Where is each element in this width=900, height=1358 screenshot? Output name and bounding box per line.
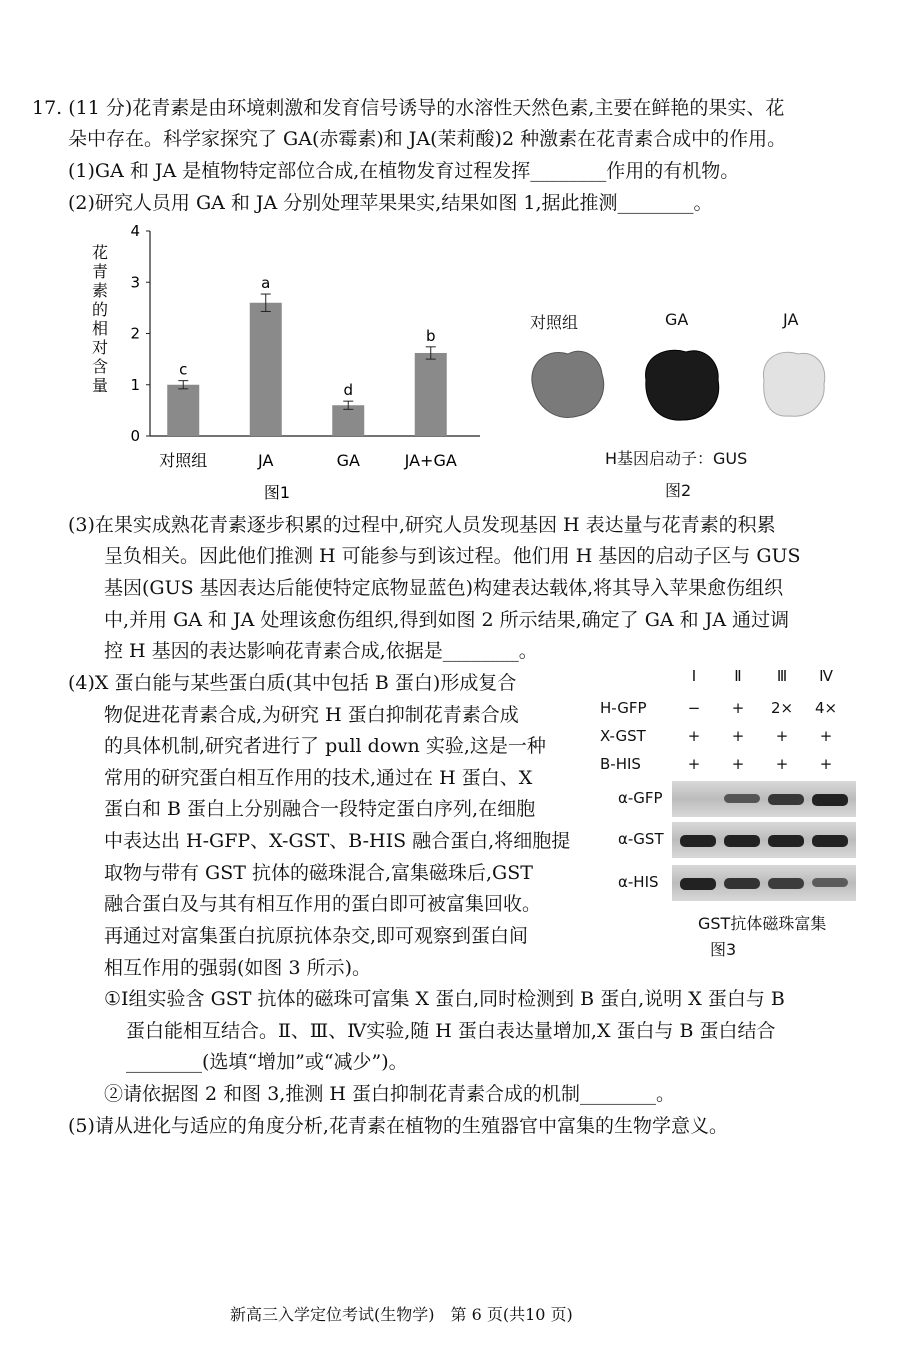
- y-tick-label: 4: [130, 222, 140, 240]
- x-tick-labels: [159, 451, 457, 470]
- y-label-char: 青: [91, 262, 109, 281]
- sub-question-4-line5: 蛋白和 B 蛋白上分别融合一段特定蛋白序列,在细胞: [104, 798, 536, 820]
- sign-x-gst-1: +: [687, 727, 701, 745]
- sub-question-4-line7: 取物与带有 GST 抗体的磁珠混合,富集磁珠后,GST: [104, 862, 533, 884]
- y-label-char: 素: [91, 281, 109, 300]
- significance-letter: d: [343, 381, 354, 400]
- row-label-h-gfp: H-GFP: [600, 699, 647, 717]
- blot-band: [724, 794, 760, 803]
- sign-h-gfp-3: 2×: [770, 699, 794, 717]
- item-1-line1: ①Ⅰ组实验含 GST 抗体的磁珠可富集 X 蛋白,同时检测到 B 蛋白,说明 X 蛋白与 B: [104, 988, 785, 1010]
- y-label-char: 相: [91, 319, 109, 338]
- figure-1-bar-chart: [80, 220, 500, 510]
- sub-question-4-line4: 常用的研究蛋白相互作用的技术,通过在 H 蛋白、X: [104, 767, 533, 789]
- y-label-char: 量: [91, 376, 109, 395]
- y-axis-label: [92, 243, 108, 395]
- bar: [167, 385, 199, 436]
- y-label-char: 花: [91, 243, 109, 262]
- bar: [415, 353, 447, 436]
- sub-question-3-line5: 控 H 基因的表达影响花青素合成,依据是________。: [104, 640, 538, 662]
- blot-band: [768, 794, 804, 805]
- bar: [332, 405, 364, 436]
- sub-question-2: (2)研究人员用 GA 和 JA 分别处理苹果果实,结果如图 1,据此推测________。: [68, 192, 713, 214]
- blot-band: [768, 878, 804, 889]
- blot-band: [812, 794, 848, 806]
- significance-letter: b: [425, 326, 436, 345]
- y-label-char: 对: [91, 338, 109, 357]
- y-tick-label: 1: [130, 375, 140, 394]
- question-intro-line1: 17. (11 分)花青素是由环境刺激和发育信号诱导的水溶性天然色素,主要在鲜艳的果实、花: [32, 97, 785, 119]
- y-tick-label: 0: [130, 427, 140, 445]
- figure-2-caption: 图2: [665, 481, 692, 500]
- blot-band: [812, 878, 848, 887]
- lane-header-1: Ⅰ: [691, 667, 697, 685]
- y-label-char: 含: [91, 357, 109, 376]
- figure-3-western-blot: [598, 665, 868, 965]
- lane-header-2: Ⅱ: [734, 667, 742, 685]
- significance-letter: a: [261, 274, 271, 293]
- blot-label-gfp: α-GFP: [618, 789, 663, 807]
- question-intro-line2: 朵中存在。科学家探究了 GA(赤霉素)和 JA(茉莉酸)2 种激素在花青素合成中的作用。: [68, 128, 787, 150]
- page-footer: 新高三入学定位考试(生物学) 第 6 页(共10 页): [230, 1305, 573, 1324]
- y-tick-label: 3: [130, 273, 140, 292]
- sub-question-4-line6: 中表达出 H-GFP、X-GST、B-HIS 融合蛋白,将细胞提: [104, 830, 571, 852]
- sub-question-5: (5)请从进化与适应的角度分析,花青素在植物的生殖器官中富集的生物学意义。: [68, 1115, 728, 1137]
- sub-question-4-line1: (4)X 蛋白能与某些蛋白质(其中包括 B 蛋白)形成复合: [68, 672, 517, 694]
- lane-header-3: Ⅲ: [776, 667, 788, 685]
- fig2-label-ga: GA: [665, 310, 689, 329]
- sign-x-gst-3: +: [775, 727, 789, 745]
- blot-strip-his: [672, 865, 856, 901]
- blot-band: [680, 878, 716, 890]
- callus-ga-image: [646, 350, 719, 420]
- sign-b-his-2: +: [731, 755, 745, 773]
- sign-x-gst-2: +: [731, 727, 745, 745]
- row-label-b-his: B-HIS: [600, 755, 641, 773]
- lane-header-4: Ⅳ: [819, 667, 833, 685]
- x-tick-label: GA: [336, 451, 360, 470]
- x-tick-label: JA: [258, 451, 274, 470]
- figure-1-caption: 图1: [263, 483, 291, 502]
- y-label-char: 的: [91, 300, 109, 319]
- bar: [250, 303, 282, 436]
- fig2-subtitle: H基因启动子：GUS: [605, 449, 748, 468]
- blot-band: [768, 835, 804, 847]
- blot-strip-gfp: [672, 781, 856, 817]
- blot-band: [724, 835, 760, 847]
- sub-question-3-line2: 呈负相关。因此他们推测 H 可能参与到该过程。他们用 H 基因的启动子区与 GUS: [104, 545, 801, 567]
- item-1-line3: ________(选填“增加”或“减少”)。: [126, 1051, 408, 1073]
- sign-x-gst-4: +: [819, 727, 833, 745]
- blot-band: [724, 878, 760, 889]
- figure-3-caption: 图3: [710, 940, 737, 959]
- sign-h-gfp-1: −: [687, 699, 701, 717]
- item-2: ②请依据图 2 和图 3,推测 H 蛋白抑制花青素合成的机制________。: [104, 1083, 675, 1105]
- chart-bars: [167, 274, 447, 436]
- sub-question-4-line2: 物促进花青素合成,为研究 H 蛋白抑制花青素合成: [104, 704, 519, 726]
- blot-label-his: α-HIS: [618, 873, 659, 891]
- fig2-label-ja: JA: [783, 310, 799, 329]
- blot-label-gst: α-GST: [618, 830, 664, 848]
- significance-letter: c: [179, 360, 188, 379]
- blot-band: [680, 835, 716, 847]
- blot-band: [812, 835, 848, 847]
- figure-2: [520, 310, 840, 500]
- sub-question-3-line4: 中,并用 GA 和 JA 处理该愈伤组织,得到如图 2 所示结果,确定了 GA 和 JA 通过调: [104, 609, 790, 631]
- sub-question-4-line9: 再通过对富集蛋白抗原抗体杂交,即可观察到蛋白间: [104, 925, 529, 947]
- row-label-x-gst: X-GST: [600, 727, 646, 745]
- blot-strip-gst: [672, 822, 856, 858]
- sign-h-gfp-4: 4×: [814, 699, 838, 717]
- sign-b-his-3: +: [775, 755, 789, 773]
- sign-h-gfp-2: +: [731, 699, 745, 717]
- sub-question-4-line10: 相互作用的强弱(如图 3 所示)。: [104, 957, 371, 979]
- sign-b-his-1: +: [687, 755, 701, 773]
- callus-control-image: [532, 351, 604, 417]
- item-1-line2: 蛋白能相互结合。Ⅱ、Ⅲ、Ⅳ实验,随 H 蛋白表达量增加,X 蛋白与 B 蛋白结合: [126, 1020, 776, 1042]
- sign-b-his-4: +: [819, 755, 833, 773]
- sub-question-4-line3: 的具体机制,研究者进行了 pull down 实验,这是一种: [104, 735, 546, 757]
- y-tick-label: 2: [130, 324, 140, 343]
- x-tick-label: 对照组: [159, 451, 208, 470]
- sub-question-3-line1: (3)在果实成熟花青素逐步积累的过程中,研究人员发现基因 H 表达量与花青素的积累: [68, 514, 776, 536]
- sub-question-4-line8: 融合蛋白及与其有相互作用的蛋白即可被富集回收。: [104, 893, 542, 915]
- sub-question-3-line3: 基因(GUS 基因表达后能使特定底物显蓝色)构建表达载体,将其导入苹果愈伤组织: [104, 577, 784, 599]
- fig2-label-control: 对照组: [530, 313, 579, 332]
- sub-question-1: (1)GA 和 JA 是植物特定部位合成,在植物发育过程发挥________作用的有机物。: [68, 160, 740, 182]
- fig3-subtitle: GST抗体磁珠富集: [698, 914, 827, 933]
- x-tick-label: JA+GA: [404, 451, 457, 470]
- callus-ja-image: [763, 352, 824, 416]
